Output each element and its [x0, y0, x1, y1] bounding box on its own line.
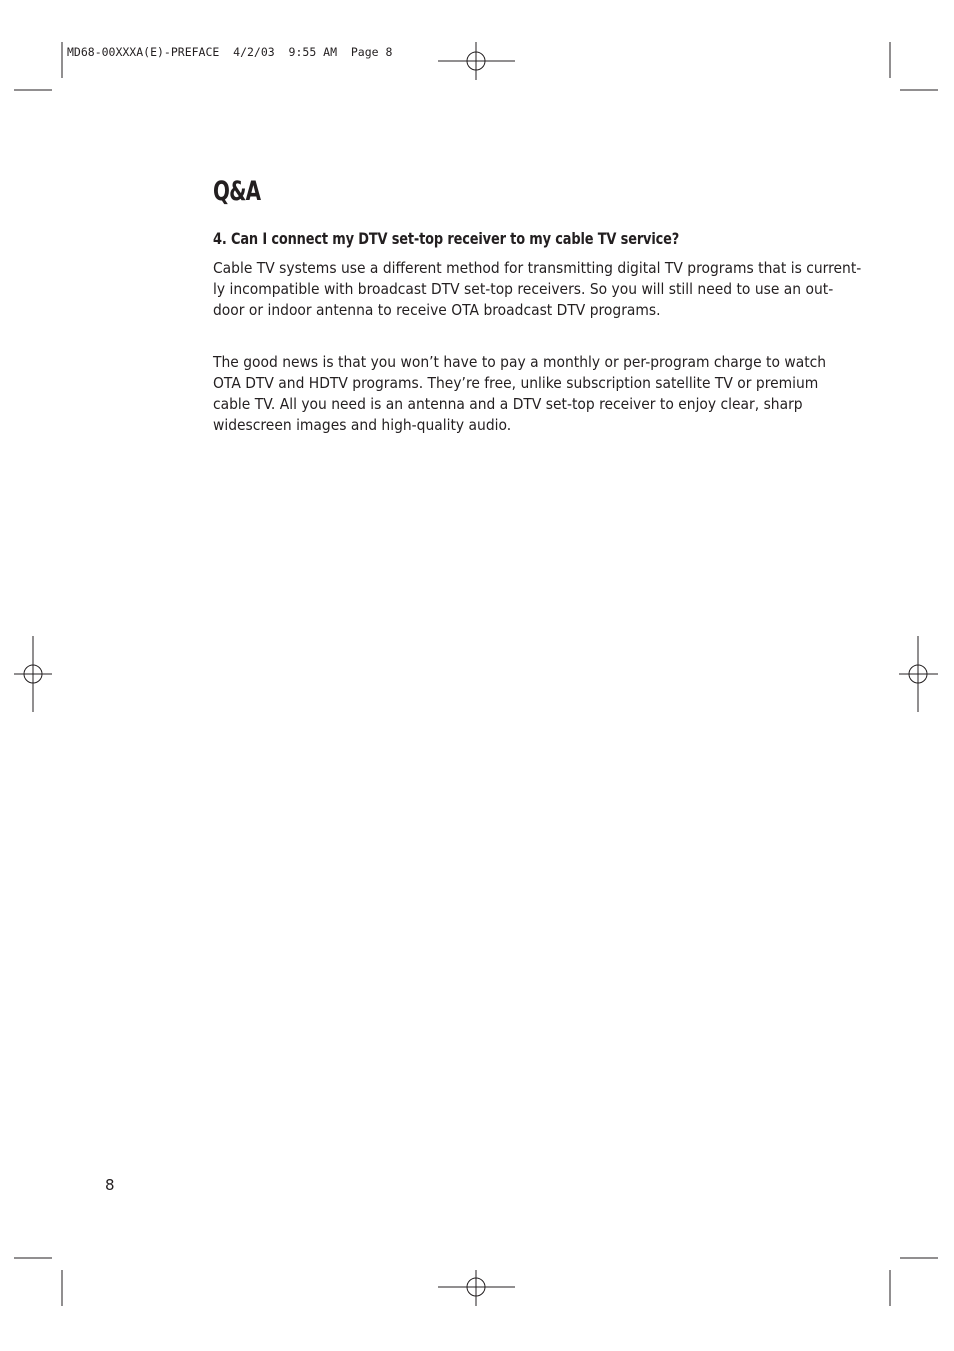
- page-number: 8: [105, 1176, 115, 1194]
- registration-mark-right: [899, 636, 938, 712]
- answer-paragraph-1: [213, 258, 937, 321]
- registration-mark-bottom: [438, 1270, 515, 1306]
- question-heading: 4. Can I connect my DTV set-top receiver to my cable TV service?: [213, 229, 680, 248]
- answer-paragraph-2: [213, 352, 898, 436]
- section-title: Q&A: [213, 176, 261, 207]
- paragraph-line: ly incompatible with broadcast DTV set-top receivers. So you will still need to use an out-: [213, 280, 834, 298]
- paragraph-line: The good news is that you won’t have to pay a monthly or per-program charge to watch: [213, 353, 827, 371]
- paragraph-line: door or indoor antenna to receive OTA broadcast DTV programs.: [213, 301, 661, 319]
- paragraph-line: cable TV. All you need is an antenna and a DTV set-top receiver to enjoy clear, sharp: [213, 395, 803, 413]
- paragraph-line: Cable TV systems use a different method for transmitting digital TV programs that is current-: [213, 259, 862, 277]
- registration-mark-left: [14, 636, 52, 712]
- print-slug-line: MD68-00XXXA(E)-PREFACE 4/2/03 9:55 AM Page 8: [67, 45, 393, 59]
- paragraph-line: OTA DTV and HDTV programs. They’re free, unlike subscription satellite TV or premium: [213, 374, 819, 392]
- registration-mark-top: [438, 42, 515, 80]
- paragraph-line: widescreen images and high-quality audio.: [213, 416, 512, 434]
